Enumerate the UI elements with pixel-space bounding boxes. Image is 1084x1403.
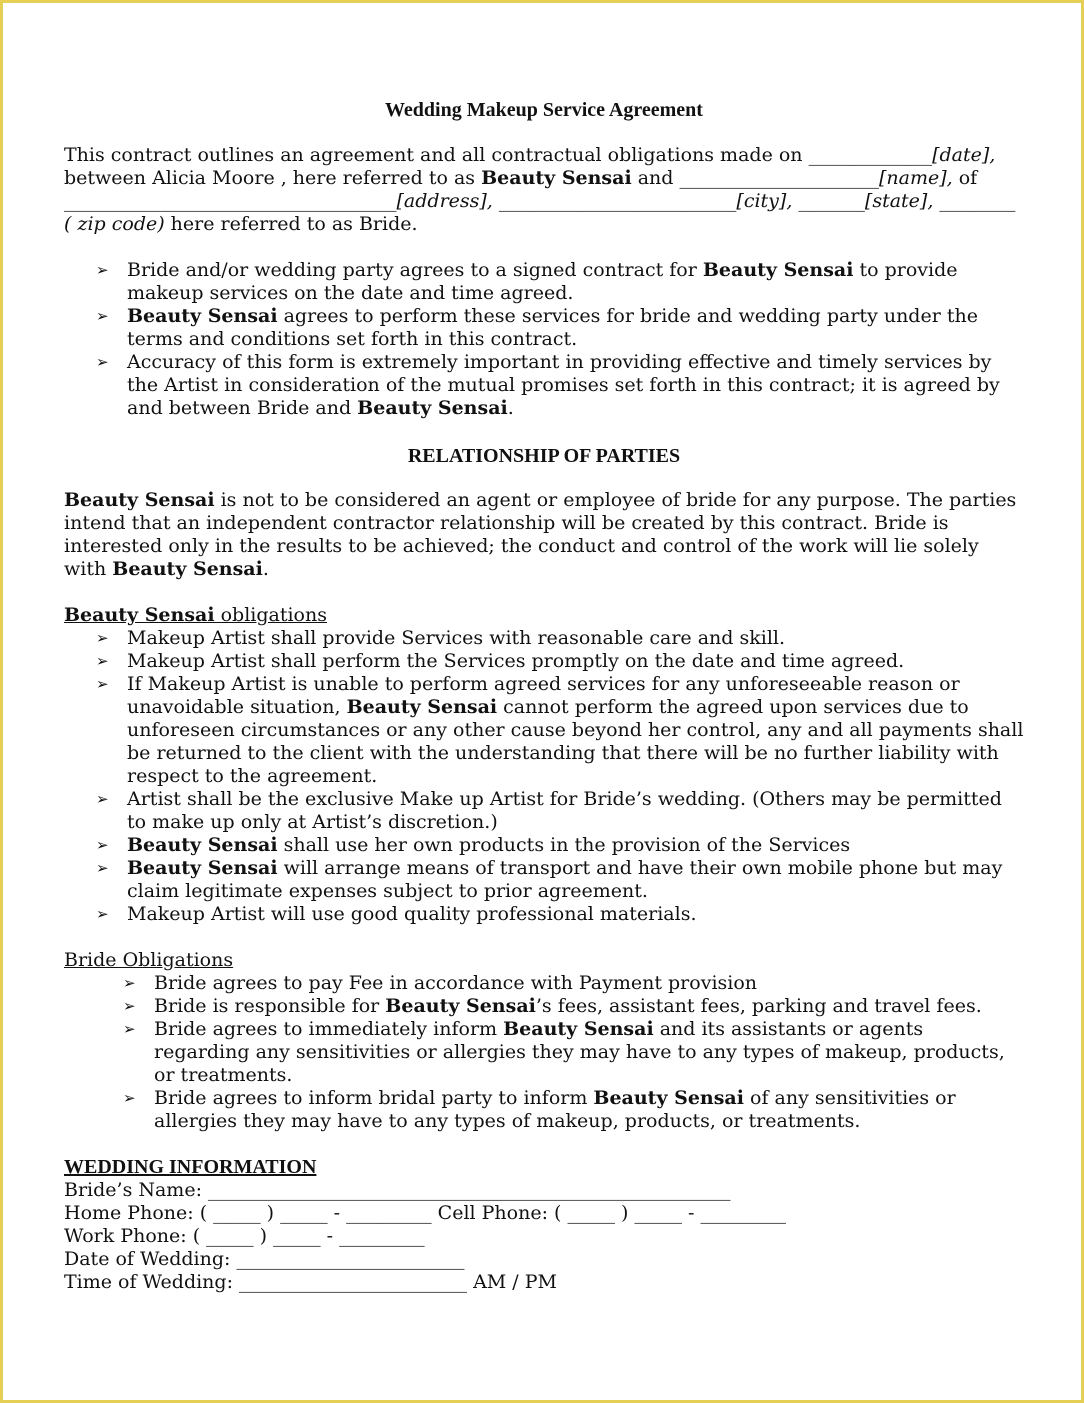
zip-label: ( zip code)	[64, 213, 165, 235]
name-blank: _____________________	[679, 167, 879, 189]
bride-obligations-heading: Bride Obligations	[64, 949, 234, 971]
time-of-wedding-field: Time of Wedding: ________________________ AM / PM	[64, 1271, 557, 1293]
brand-name: Beauty Sensai	[593, 1087, 744, 1109]
list-item: ➢ Makeup Artist shall perform the Services promptly on the date and time agreed.	[127, 650, 1024, 673]
address-blank: ___________________________________	[64, 190, 397, 212]
paragraph-text: .	[262, 558, 269, 580]
item-text: .	[507, 397, 514, 419]
item-text: Bride and/or wedding party agrees to a signed contract for	[127, 259, 703, 281]
list-item	[127, 834, 1024, 857]
item-text: agrees to perform these services for bride and wedding party under the terms and conditions set forth in this contract.	[127, 305, 978, 350]
list-item	[127, 259, 1024, 305]
item-text: will arrange means of transport and have their own mobile phone but may claim legitimate expenses subject to prior agreement.	[127, 857, 1003, 902]
date-label: [date],	[932, 144, 996, 166]
work-phone-field: Work Phone: ( _____ ) _____ - _________	[64, 1225, 425, 1247]
relationship-paragraph	[64, 489, 1024, 581]
item-text: to provide makeup services on the date and time agreed.	[127, 259, 958, 304]
intro-text: here referred to as Bride.	[164, 213, 418, 235]
list-item	[154, 1018, 1024, 1087]
state-label: [state],	[864, 190, 934, 212]
brand-name: Beauty Sensai	[64, 489, 215, 511]
list-item	[127, 351, 1024, 420]
zip-blank: ________	[939, 190, 1016, 212]
item-text: shall use her own products in the provision of the Services	[277, 834, 851, 856]
intro-text: This contract outlines an agreement and all contractual obligations made on	[64, 144, 809, 166]
list-item	[154, 995, 1024, 1018]
brand-name: Beauty Sensai	[112, 558, 263, 580]
item-text: Accuracy of this form is extremely important in providing effective and timely services by the Artist in consideration of the mutual promises set forth in this contract; it is agreed by and between Bride and	[127, 351, 1000, 419]
item-text: and its assistants or agents regarding any sensitivities or allergies they may have to any types of makeup, products, or treatments.	[154, 1018, 1005, 1086]
city-blank: _________________________	[498, 190, 737, 212]
list-item	[154, 1087, 1024, 1133]
wedding-information-heading: WEDDING INFORMATION	[64, 1156, 317, 1178]
intro-text: between Alicia Moore , here referred to as	[64, 167, 482, 189]
brides-name-field: Bride’s Name: _______________________________________________________	[64, 1179, 731, 1201]
brand-name: Beauty Sensai	[702, 259, 854, 281]
document-title: Wedding Makeup Service Agreement	[385, 99, 703, 121]
intro-paragraph	[64, 144, 1024, 236]
heading-text: obligations	[214, 604, 327, 626]
intro-text: of	[952, 167, 978, 189]
date-of-wedding-field: Date of Wedding: ________________________	[64, 1248, 465, 1270]
home-phone-field: Home Phone: ( _____ ) _____ - _________ Cell Phone: ( _____ ) _____ - _________	[64, 1202, 786, 1224]
brand-name: Beauty Sensai	[127, 305, 278, 327]
list-item: ➢ Makeup Artist shall provide Services with reasonable care and skill.	[127, 627, 1024, 650]
brand-name: Beauty Sensai	[385, 995, 536, 1017]
city-label: [city],	[736, 190, 793, 212]
document-body	[64, 97, 1024, 1294]
brand-name: Beauty Sensai	[127, 857, 278, 879]
brand-name: Beauty Sensai	[357, 397, 508, 419]
item-text: Bride agrees to inform bridal party to inform	[154, 1087, 594, 1109]
name-label: [name],	[878, 167, 953, 189]
item-text: Bride is responsible for	[154, 995, 386, 1017]
address-label: [address],	[396, 190, 493, 212]
bride-obligations-list	[64, 972, 1024, 1133]
brand-name: Beauty Sensai	[503, 1018, 654, 1040]
intro-bullet-list	[64, 259, 1024, 420]
brand-name: Beauty Sensai	[64, 604, 215, 626]
brand-name: Beauty Sensai	[346, 696, 498, 718]
item-text: If Makeup Artist is unable to perform agreed services for any unforeseeable reason or unavoidable situation,	[127, 673, 960, 718]
item-text: cannot perform the agreed upon services due to unforeseen circumstances or any other cause beyond her control, any and all payments shall be returned to the client with the understanding that there will be no further liability with respect to the agreement.	[127, 696, 1024, 787]
item-text: ’s fees, assistant fees, parking and travel fees.	[535, 995, 982, 1017]
state-blank: _______	[798, 190, 865, 212]
sensai-obligations-heading	[64, 604, 1024, 627]
date-blank: _____________	[808, 144, 933, 166]
list-item	[127, 673, 1024, 788]
list-item	[127, 305, 1024, 351]
intro-text: and	[631, 167, 680, 189]
brand-name: Beauty Sensai	[127, 834, 278, 856]
list-item	[127, 857, 1024, 903]
list-item: ➢ Artist shall be the exclusive Make up Artist for Bride’s wedding. (Others may be permitted to make up only at Artist’s discretion.)	[127, 788, 1024, 834]
relationship-heading: RELATIONSHIP OF PARTIES	[407, 445, 681, 467]
list-item: ➢ Bride agrees to pay Fee in accordance with Payment provision	[154, 972, 1024, 995]
item-text: Bride agrees to immediately inform	[154, 1018, 504, 1040]
item-text: of any sensitivities or allergies they may have to any types of makeup, products, or treatments.	[154, 1087, 956, 1132]
brand-name: Beauty Sensai	[481, 167, 632, 189]
list-item: ➢ Makeup Artist will use good quality professional materials.	[127, 903, 1024, 926]
sensai-obligations-list	[64, 627, 1024, 926]
paragraph-text: is not to be considered an agent or employee of bride for any purpose. The parties intend that an independent contractor relationship will be created by this contract. Bride is interested only in the results to be achieved; the conduct and control of the work will lie solely with	[64, 489, 1017, 580]
